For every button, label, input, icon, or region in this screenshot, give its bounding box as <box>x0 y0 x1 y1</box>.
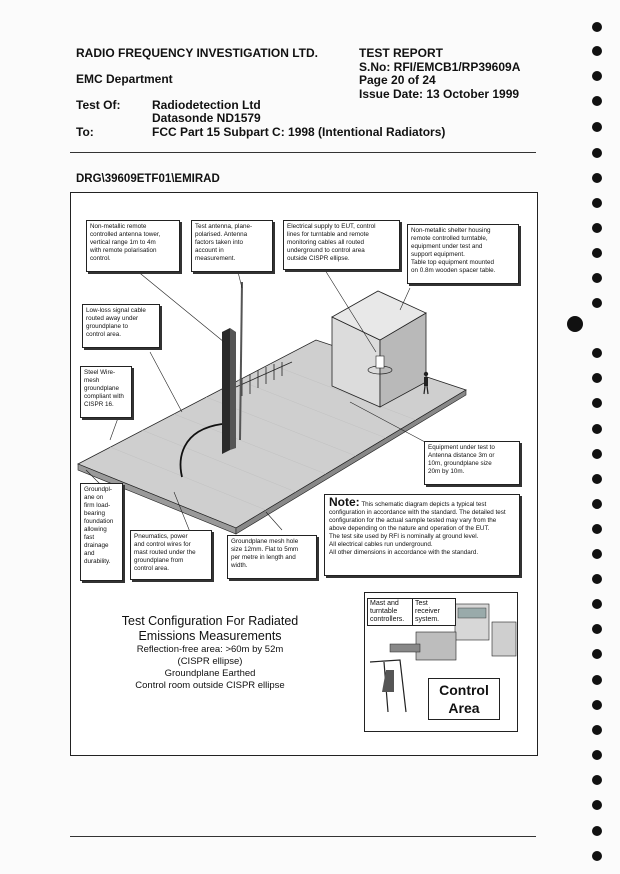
note-box <box>324 494 520 576</box>
binder-hole <box>592 122 602 132</box>
binder-hole <box>592 524 602 534</box>
test-of-label: Test Of: <box>76 98 121 112</box>
callout-shelter: Non-metallic shelter housing remote controlled turntable, equipment under test and support equipment. Table top equipment mounted on 0.8m wooden spacer table. <box>407 224 519 284</box>
binder-hole <box>592 599 602 609</box>
binder-hole <box>592 474 602 484</box>
control-area-word2: Area <box>448 700 480 716</box>
antenna-tower <box>222 328 230 454</box>
binder-hole <box>592 424 602 434</box>
binder-hole <box>592 750 602 760</box>
binder-hole <box>592 173 602 183</box>
binder-hole <box>592 398 602 408</box>
test-of-client: Radiodetection Ltd <box>152 98 261 112</box>
binder-hole <box>592 348 602 358</box>
binder-holes <box>590 0 610 874</box>
binder-hole <box>592 449 602 459</box>
callout-electrical-supply: Electrical supply to EUT, control lines for turntable and remote monitoring cables all routed underground to control area outside CISPR ellipse. <box>283 220 400 270</box>
report-serial: S.No: RFI/EMCB1/RP39609A <box>359 60 521 74</box>
config-control-room: Control room outside CISPR ellipse <box>135 680 285 691</box>
issue-date: Issue Date: 13 October 1999 <box>359 87 520 101</box>
company-name: RADIO FREQUENCY INVESTIGATION LTD. <box>76 46 319 60</box>
binder-hole <box>592 198 602 208</box>
note-site: The test site used by RFI is nominally at ground level. <box>329 533 479 540</box>
note-cables: All electrical cables run underground. <box>329 541 433 548</box>
binder-hole <box>592 649 602 659</box>
binder-hole <box>592 775 602 785</box>
config-cispr: (CISPR ellipse) <box>177 656 243 667</box>
config-title-line1: Test Configuration For Radiated <box>121 614 299 628</box>
binder-hole <box>592 700 602 710</box>
binder-hole <box>592 46 602 56</box>
eut-box <box>376 356 384 368</box>
binder-hole <box>592 273 602 283</box>
binder-hole <box>592 851 602 861</box>
note-dimensions: All other dimensions in accordance with the standard. <box>329 549 479 556</box>
binder-hole <box>592 499 602 509</box>
binder-hole <box>592 96 602 106</box>
binder-hole <box>592 675 602 685</box>
callout-mesh-hole: Groundplane mesh hole size 12mm. Flat to 5mm per metre in length and width. <box>227 535 317 579</box>
footer-rule <box>70 836 536 837</box>
page-number: Page 20 of 24 <box>359 73 436 87</box>
header-rule <box>70 152 536 153</box>
callout-test-antenna: Test antenna, plane- polarised. Antenna factors taken into account in measurement. <box>191 220 273 272</box>
binder-hole <box>592 22 602 32</box>
config-title-line2: Emissions Measurements <box>138 629 282 643</box>
standard: FCC Part 15 Subpart C: 1998 (Intentional Radiators) <box>152 125 446 139</box>
note-heading: Note: <box>329 495 360 509</box>
binder-hole <box>592 298 602 308</box>
binder-hole <box>592 800 602 810</box>
note-intro: This schematic diagram depicts a typical test configuration in accordance with the standard. The detailed test configuration for the actual sample tested may vary from the above depending on the nature and operation of the EUT. <box>329 501 506 532</box>
test-of-product: Datasonde ND1579 <box>152 111 261 125</box>
callout-steel-mesh: Steel Wire- mesh groundplane compliant with CISPR 16. <box>80 366 132 418</box>
binder-clip-icon <box>567 316 583 332</box>
report-title: TEST REPORT <box>359 46 444 60</box>
binder-hole <box>592 826 602 836</box>
binder-hole <box>592 549 602 559</box>
callout-signal-cable: Low-loss signal cable routed away under groundplane to control area. <box>82 304 160 348</box>
binder-hole <box>592 71 602 81</box>
label-mast-controllers: Mast and turntable controllers. <box>367 598 413 626</box>
control-area-word1: Control <box>439 682 489 698</box>
control-area-label <box>428 678 500 720</box>
binder-hole <box>592 373 602 383</box>
binder-hole <box>592 624 602 634</box>
config-reflection-free: Reflection-free area: >60m by 52m <box>136 644 284 655</box>
label-test-receiver: Test receiver system. <box>412 598 456 626</box>
callout-groundplane-foundation: Groundpl- ane on firm load- bearing foundation allowing fast drainage and durability. <box>80 483 123 581</box>
binder-hole <box>592 248 602 258</box>
callout-antenna-tower: Non-metallic remote controlled antenna tower, vertical range 1m to 4m with remote polarisation control. <box>86 220 180 272</box>
to-label: To: <box>76 125 94 139</box>
department: EMC Department <box>76 72 173 86</box>
binder-hole <box>592 574 602 584</box>
callout-eut-distance: Equipment under test to Antenna distance 3m or 10m, groundplane size 20m by 10m. <box>424 441 520 485</box>
binder-hole <box>592 148 602 158</box>
configuration-caption <box>110 614 310 692</box>
drawing-reference: DRG\39609ETF01\EMIRAD <box>76 173 220 185</box>
callout-pneumatics: Pneumatics, power and control wires for mast routed under the groundplane from control area. <box>130 530 212 580</box>
binder-hole <box>592 725 602 735</box>
config-earthed: Groundplane Earthed <box>164 668 256 679</box>
binder-hole <box>592 223 602 233</box>
